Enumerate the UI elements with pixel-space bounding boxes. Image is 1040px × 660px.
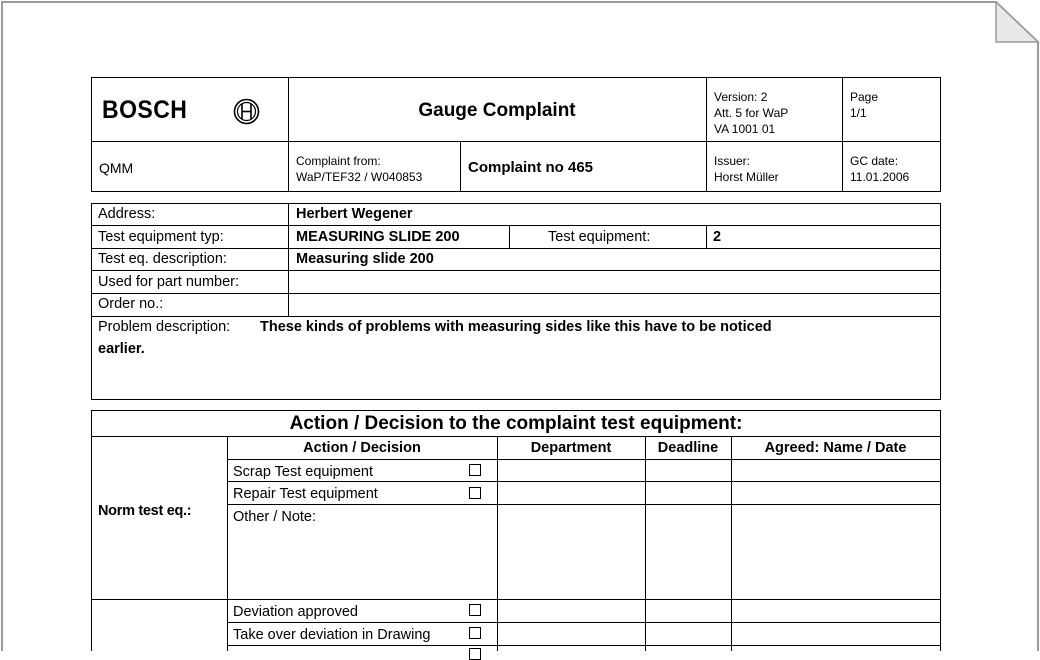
problem-description-text: These kinds of problems with measuring sides like this have to be noticed (260, 319, 772, 335)
action-row-label: Repair Test equipment (233, 486, 378, 502)
gc-date-label: GC date: (850, 154, 899, 168)
description-label: Test eq. description: (98, 251, 227, 267)
action-row-label: Scrap Test equipment (233, 464, 373, 480)
version-line-2: Att. 5 for WaP (714, 106, 789, 120)
complaint-from-value: WaP/TEF32 / W040853 (296, 170, 423, 184)
take-over-deviation-checkbox[interactable] (469, 627, 481, 639)
partial-checkbox[interactable] (469, 648, 481, 660)
bosch-armature-icon (233, 98, 260, 125)
address-value: Herbert Wegener (296, 206, 413, 222)
issuer-label: Issuer: (714, 154, 751, 168)
equipment-type-label: Test equipment typ: (98, 229, 224, 245)
equipment-type-value: MEASURING SLIDE 200 (296, 229, 460, 245)
column-header-deadline: Deadline (657, 440, 719, 456)
scrap-checkbox[interactable] (469, 464, 481, 476)
complaint-number: Complaint no 465 (468, 159, 594, 176)
equipment-value: 2 (713, 229, 722, 245)
problem-description-text-cont: earlier. (98, 341, 145, 357)
page-value: 1/1 (850, 106, 867, 120)
version-line-1: Version: 2 (714, 90, 768, 104)
issuer-value: Horst Müller (714, 170, 779, 184)
brand-logo-text: BOSCH (102, 96, 188, 124)
norm-test-eq-label: Norm test eq.: (98, 503, 192, 519)
description-value: Measuring slide 200 (296, 251, 434, 267)
order-number-label: Order no.: (98, 296, 164, 312)
address-label: Address: (98, 206, 156, 222)
document-title: Gauge Complaint (418, 100, 576, 121)
complaint-from-label: Complaint from: (296, 154, 381, 168)
action-row-label: Deviation approved (233, 604, 358, 620)
qmm-label: QMM (99, 160, 134, 176)
column-header-department: Department (530, 440, 612, 456)
gc-date-value: 11.01.2006 (850, 170, 910, 184)
problem-description-label: Problem description: (98, 319, 231, 335)
column-header-agreed: Agreed: Name / Date (764, 440, 907, 456)
deviation-approved-checkbox[interactable] (469, 604, 481, 616)
column-header-action: Action / Decision (303, 440, 421, 456)
action-section-title: Action / Decision to the complaint test equipment: (289, 413, 743, 434)
version-line-3: VA 1001 01 (714, 122, 776, 136)
part-number-label: Used for part number: (98, 274, 240, 290)
equipment-label: Test equipment: (548, 229, 651, 245)
page-label: Page (850, 90, 879, 104)
repair-checkbox[interactable] (469, 487, 481, 499)
other-note-label: Other / Note: (233, 509, 317, 525)
action-row-label: Take over deviation in Drawing (233, 627, 431, 643)
